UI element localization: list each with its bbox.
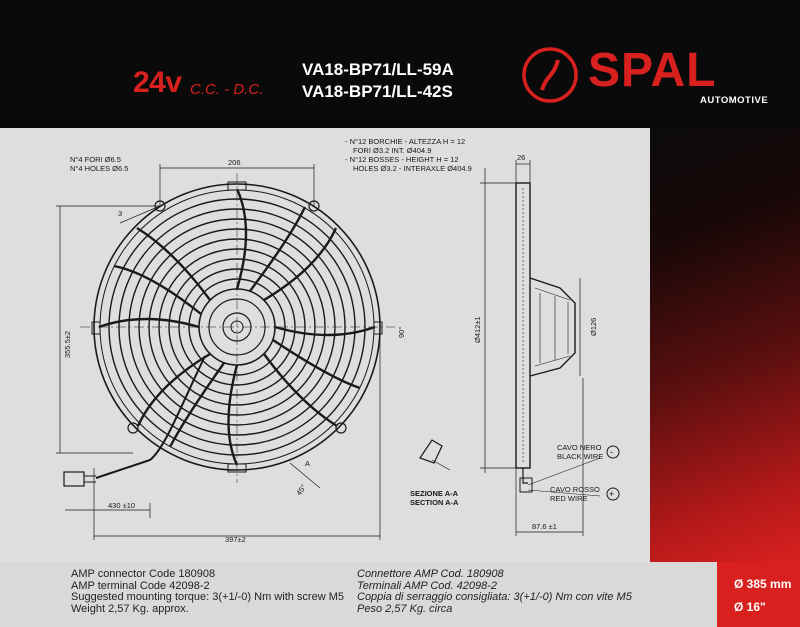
model-code-1: VA18-BP71/LL-59A: [302, 60, 454, 79]
dim-height: 355.5±2: [63, 330, 72, 358]
dim-3: 3: [118, 209, 123, 218]
spec-line: Connettore AMP Cod. 180908: [357, 568, 504, 580]
spec-line: Suggested mounting torque: 3(+1/-0) Nm with screw M5: [71, 591, 344, 603]
black-wire-label-en: BLACK WIRE: [557, 452, 604, 461]
brand-subtitle: AUTOMOTIVE: [700, 95, 769, 106]
footer-specs-en: [71, 569, 344, 615]
holes-label-it: N°4 FORI Ø6.5: [70, 155, 121, 164]
dim-876: 87.6 ±1: [532, 522, 557, 531]
black-wire-label-it: CAVO NERO: [557, 443, 602, 452]
dim-397: 397±2: [225, 535, 246, 544]
brand-name: SPAL: [588, 44, 717, 97]
footer-specs-it: [357, 569, 632, 615]
section-label-en: SECTION A-A: [410, 498, 459, 507]
footer-diameter-panel: [717, 562, 800, 627]
minus-terminal-icon: [607, 446, 619, 458]
spec-line: Coppia di serraggio consigliata: 3(+1/-0) Nm con vite M5: [357, 591, 632, 603]
current-type-label: C.C. - D.C.: [190, 81, 264, 98]
decorative-red-panel: [650, 128, 800, 562]
fan-technical-drawing: [0, 128, 650, 562]
dim-206: 206: [228, 158, 241, 167]
bosses-label-it-2: FORI Ø3.2 INT. Ø404.9: [353, 146, 432, 155]
red-wire-label-it: CAVO ROSSO: [550, 485, 600, 494]
spec-line: AMP terminal Code 42098-2: [71, 579, 210, 592]
spec-line: Weight 2,57 Kg. approx.: [71, 602, 189, 615]
dim-126: Ø126: [589, 317, 598, 336]
dim-90: 90°: [397, 326, 406, 338]
dim-412: Ø412±1: [473, 316, 482, 343]
holes-label-en: N°4 HOLES Ø6.5: [70, 164, 129, 173]
bosses-label-en-2: HOLES Ø3.2 - INTERAXLE Ø404.9: [353, 164, 472, 173]
spec-line: Terminali AMP Cod. 42098-2: [357, 579, 498, 592]
model-code-2: VA18-BP71/LL-42S: [302, 82, 453, 101]
dim-430: 430 ±10: [108, 501, 136, 510]
plus-sign: +: [609, 489, 615, 499]
amp-connector: [64, 472, 84, 486]
spec-line: Peso 2,57 Kg. circa: [357, 602, 453, 615]
minus-sign: -: [610, 447, 613, 457]
section-a-marker: A: [305, 459, 311, 468]
red-wire-label-en: RED WIRE: [550, 494, 588, 503]
diameter-inch: Ø 16": [734, 600, 766, 614]
bosses-label-it-1: - N°12 BORCHIE - ALTEZZA H = 12: [345, 137, 466, 146]
diameter-mm: Ø 385 mm: [734, 577, 792, 591]
spec-line: AMP connector Code 180908: [71, 568, 216, 580]
dim-26: 26: [517, 153, 526, 162]
bosses-label-en-1: - N°12 BOSSES - HEIGHT H = 12: [345, 155, 459, 164]
section-label-it: SEZIONE A-A: [410, 489, 459, 498]
dim-45: 45°: [294, 482, 309, 498]
voltage-label: 24v: [133, 66, 182, 99]
